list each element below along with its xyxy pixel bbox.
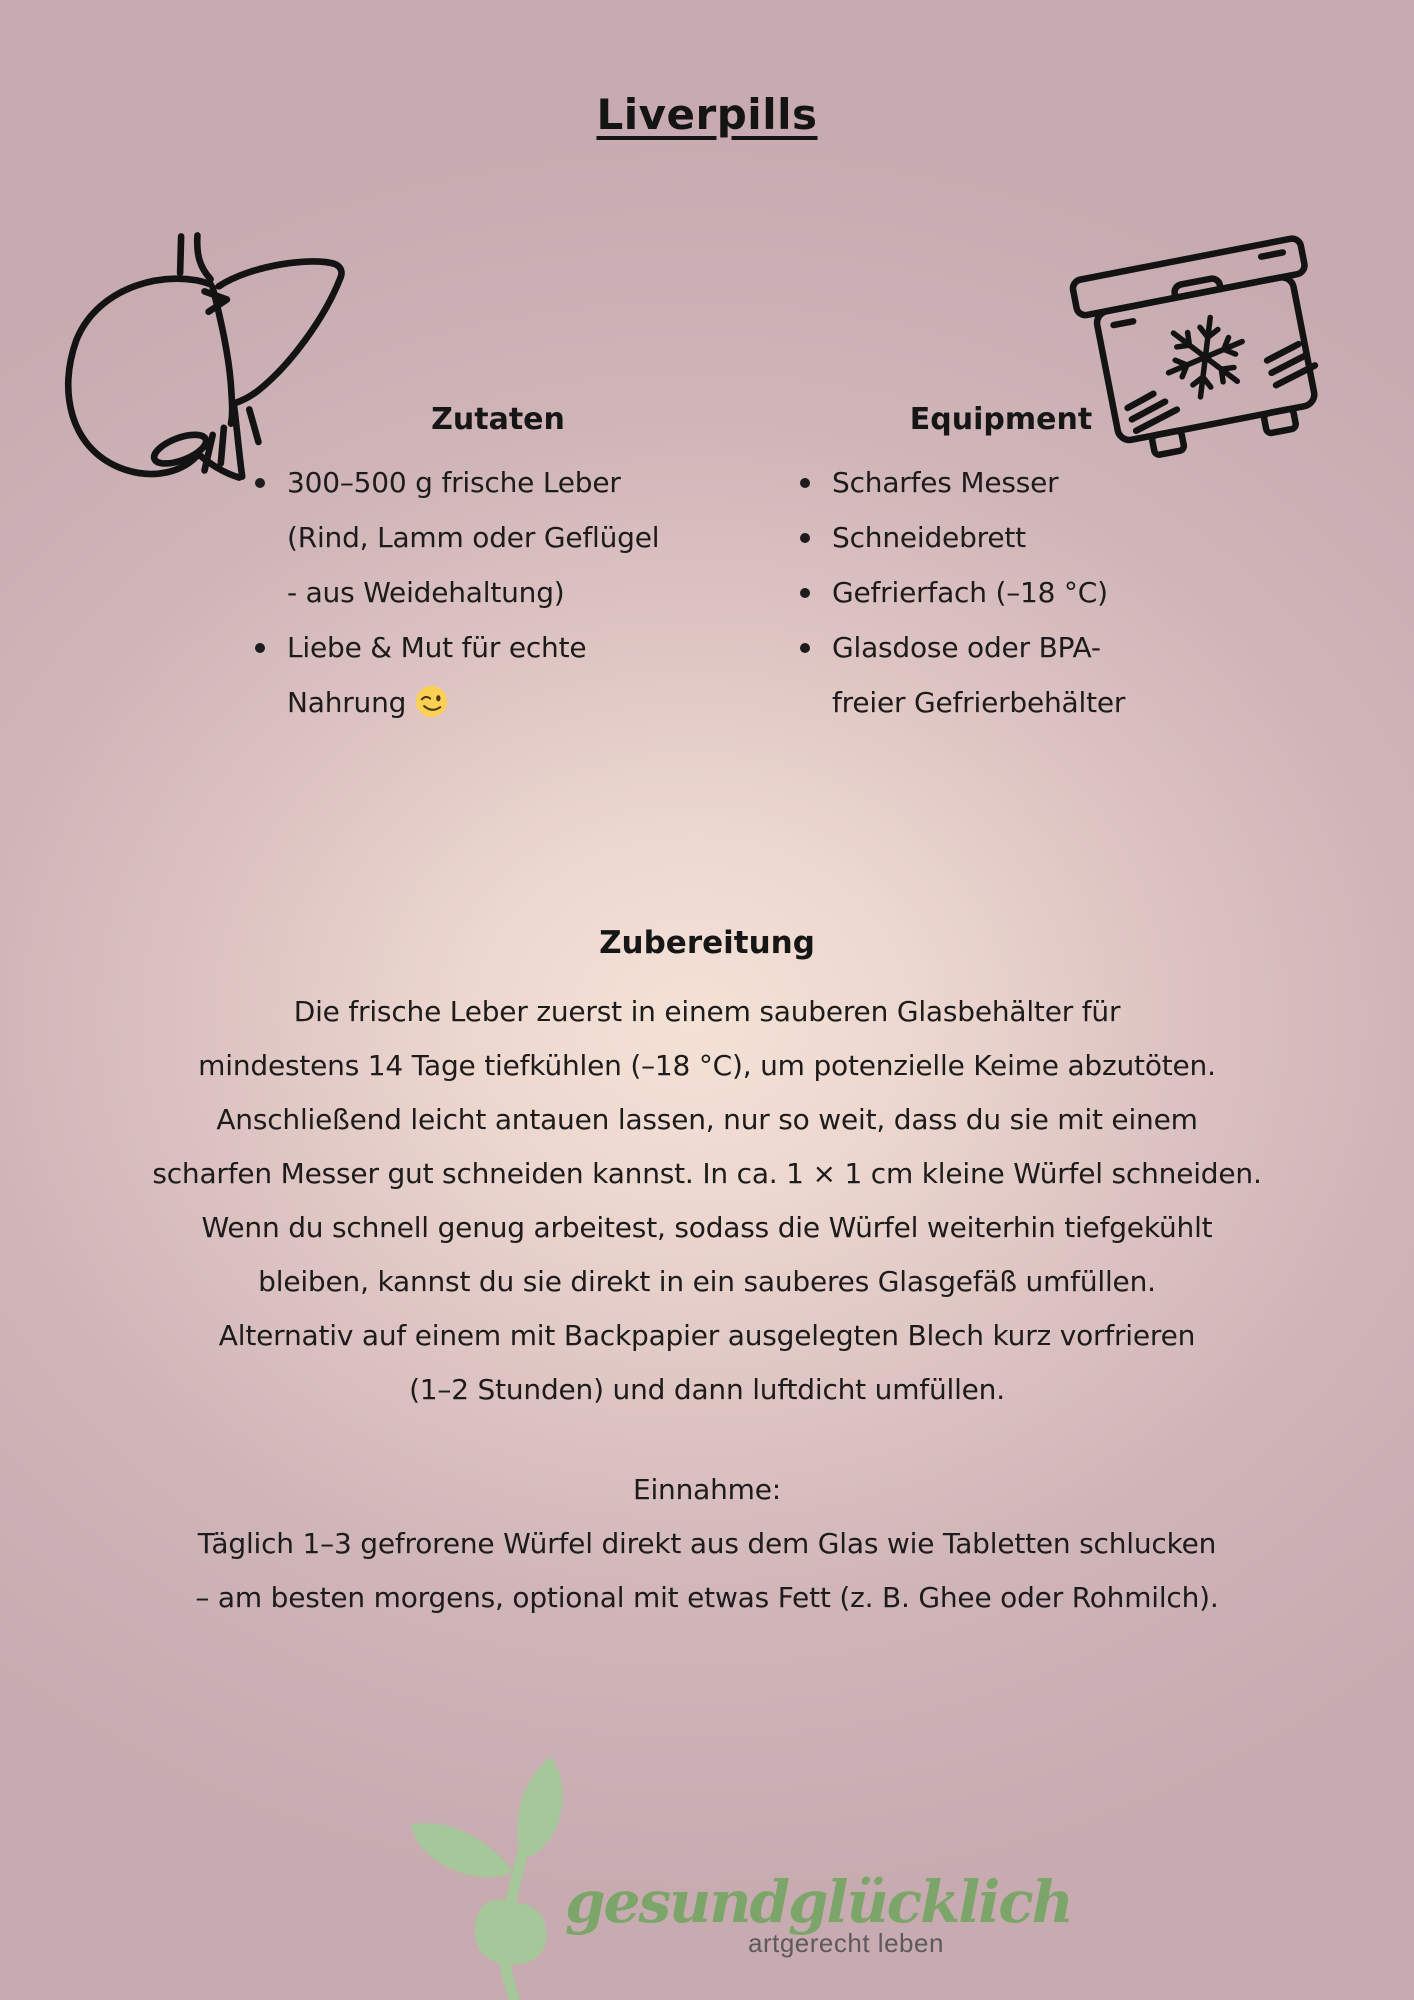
- equipment-text: Glasdose oder BPA- freier Gefrierbehälter: [832, 631, 1126, 719]
- list-item: [798, 510, 1228, 565]
- list-item: [253, 455, 673, 620]
- brand-tagline: artgerecht leben: [748, 1928, 944, 1958]
- equipment-text: Scharfes Messer: [832, 466, 1059, 499]
- brand-name: gesundglücklich: [565, 1868, 1072, 1936]
- preparation-heading: Zubereitung: [599, 925, 815, 961]
- list-item: [798, 565, 1228, 620]
- freezer-icon: [1064, 216, 1369, 481]
- intake-section: [0, 1463, 1414, 1625]
- ingredient-text: 300–500 g frische Leber (Rind, Lamm oder Geflügel - aus Weidehaltung): [287, 466, 660, 609]
- freezer-icon: [1064, 216, 1369, 481]
- ingredient-text: Liebe & Mut für echte Nahrung: [287, 631, 587, 719]
- page-title: Liverpills: [596, 90, 818, 139]
- equipment-text: Schneidebrett: [832, 521, 1026, 554]
- equipment-text: Gefrierfach (–18 °C): [832, 576, 1108, 609]
- list-item: [798, 620, 1228, 730]
- intake-body: Täglich 1–3 gefrorene Würfel direkt aus dem Glas wie Tabletten schlucken – am besten morgens, optional mit etwas Fett (z. B. Ghee oder Rohmilch).: [195, 1527, 1219, 1614]
- intake-heading: Einnahme:: [632, 1473, 781, 1506]
- list-item: [253, 620, 673, 730]
- ingredients-heading: Zutaten: [431, 402, 565, 437]
- winking-face-icon: [415, 685, 448, 718]
- liver-icon: [58, 228, 348, 483]
- equipment-heading: Equipment: [909, 402, 1093, 437]
- snowflake-icon: [1162, 313, 1249, 402]
- sprout-logo-icon: [405, 1755, 575, 2000]
- list-item: [798, 455, 1228, 510]
- equipment-list: [798, 455, 1228, 730]
- preparation-body: Die frische Leber zuerst in einem sauberen Glasbehälter für mindestens 14 Tage tiefkühlen (–18 °C), um potenzielle Keime abzutöten. Anschließend leicht antauen lassen, nur so weit, dass du sie mit einem scharfen Messer gut schneiden kannst. In ca. 1 × 1 cm kleine Würfel schneiden. Wenn du schnell genug arbeitest, sodass die Würfel weiterhin tiefgekühlt bleiben, kannst du sie direkt in ein sauberes Glasgefäß umfüllen. Alternativ auf einem mit Backpapier ausgelegten Blech kurz vorfrieren (1–2 Stunden) und dann luftdicht umfüllen.: [152, 995, 1262, 1406]
- liver-icon: [58, 228, 348, 483]
- sprout-icon: [405, 1755, 575, 2000]
- ingredients-list: [253, 455, 673, 730]
